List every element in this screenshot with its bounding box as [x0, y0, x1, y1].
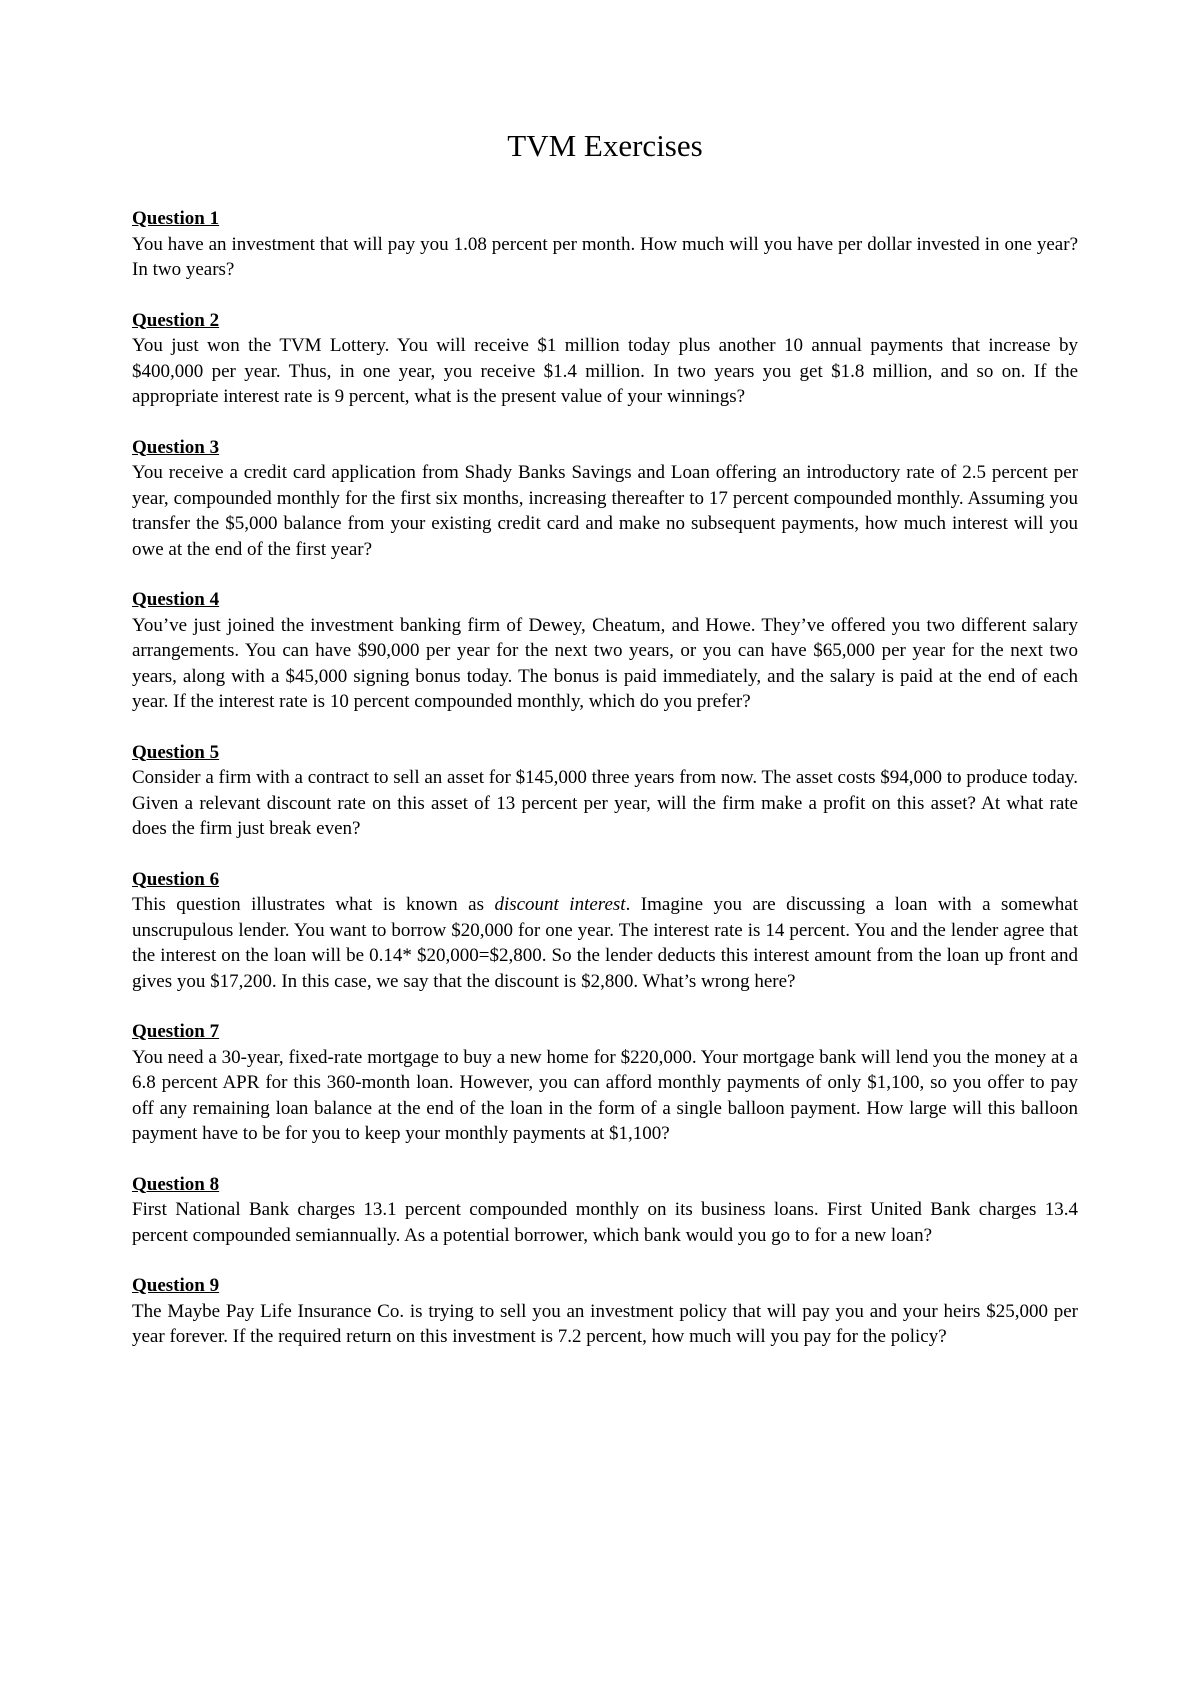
emphasized-term: discount interest — [494, 894, 626, 915]
question-heading: Question 2 — [132, 309, 220, 331]
question-heading: Question 6 — [132, 868, 220, 890]
question-heading: Question 8 — [132, 1173, 220, 1195]
question-heading: Question 3 — [132, 436, 220, 458]
question-text: Consider a firm with a contract to sell an asset for $145,000 three years from now. The asset costs $94,000 to produce today. Given a relevant discount rate on this asset of 13 percent per year, will the firm make a profit on this asset? At what rate does the firm just break even? — [132, 767, 1078, 839]
question-list — [132, 206, 1078, 1375]
question-heading: Question 7 — [132, 1021, 220, 1042]
question-text-start: This question illustrates what is known as — [132, 894, 495, 915]
question-7 — [132, 1019, 1078, 1147]
question-text: You need a 30-year, fixed-rate mortgage to buy a new home for $220,000. Your mortgage bank will lend you the money at a 6.8 percent APR for this 360-month loan. However, you can afford monthly payments of only $1,100, so you offer to pay off any remaining loan balance at the end of the loan in the form of a single balloon payment. How large will this balloon payment have to be for you to keep your monthly payments at $1,100? — [132, 1046, 1078, 1144]
question-3 — [132, 435, 1078, 563]
question-text: First National Bank charges 13.1 percent compounded monthly on its business loans. First United Bank charges 13.4 percent compounded semiannually. As a potential borrower, which bank would you go to for a new loan? — [132, 1199, 1078, 1246]
question-heading: Question 1 — [132, 208, 220, 229]
question-4 — [132, 587, 1078, 715]
question-2 — [132, 308, 1078, 410]
question-text: You receive a credit card application from Shady Banks Savings and Loan offering an introductory rate of 2.5 percent per year, compounded monthly for the first six months, increasing thereafter to 17 percent compounded monthly. Assuming you transfer the $5,000 balance from your existing credit card and make no subsequent payments, how much interest will you owe at the end of the first year? — [132, 462, 1078, 560]
question-1 — [132, 206, 1078, 283]
question-heading: Question 4 — [132, 589, 220, 610]
question-text: The Maybe Pay Life Insurance Co. is trying to sell you an investment policy that will pay you and your heirs $25,000 per year forever. If the required return on this investment is 7.2 percent, how much will you pay for the policy? — [132, 1300, 1078, 1347]
document-title: TVM Exercises — [507, 128, 703, 163]
question-text: You just won the TVM Lottery. You will receive $1 million today plus another 10 annual payments that increase by $400,000 per year. Thus, in one year, you receive $1.4 million. In two years you get $1.8 million, and so on. If the appropriate interest rate is 9 percent, what is the present value of your winnings? — [132, 335, 1078, 407]
question-heading: Question 9 — [132, 1275, 220, 1296]
question-5 — [132, 740, 1078, 842]
question-heading: Question 5 — [132, 741, 220, 763]
question-9 — [132, 1273, 1078, 1350]
question-8 — [132, 1172, 1078, 1249]
question-6 — [132, 867, 1078, 995]
question-text: You have an investment that will pay you 1.08 percent per month. How much will you have per dollar invested in one year? In two years? — [132, 233, 1078, 280]
question-text — [132, 892, 1078, 994]
question-text: You’ve just joined the investment banking firm of Dewey, Cheatum, and Howe. They’ve offered you two different salary arrangements. You can have $90,000 per year for the next two years, or you can have $65,000 per year for the next two years, along with a $45,000 signing bonus today. The bonus is paid immediately, and the salary is paid at the end of each year. If the interest rate is 10 percent compounded monthly, which do you prefer? — [132, 614, 1078, 712]
question-text-end: . Imagine you are discussing a loan with a somewhat unscrupulous lender. You want to borrow $20,000 for one year. The interest rate is 14 percent. You and the lender agree that the interest on the loan will be 0.14* $20,000=$2,800. So the lender deducts this interest amount from the loan up front and gives you $17,200. In this case, we say that the discount is $2,800. What’s wrong here? — [132, 894, 1079, 992]
